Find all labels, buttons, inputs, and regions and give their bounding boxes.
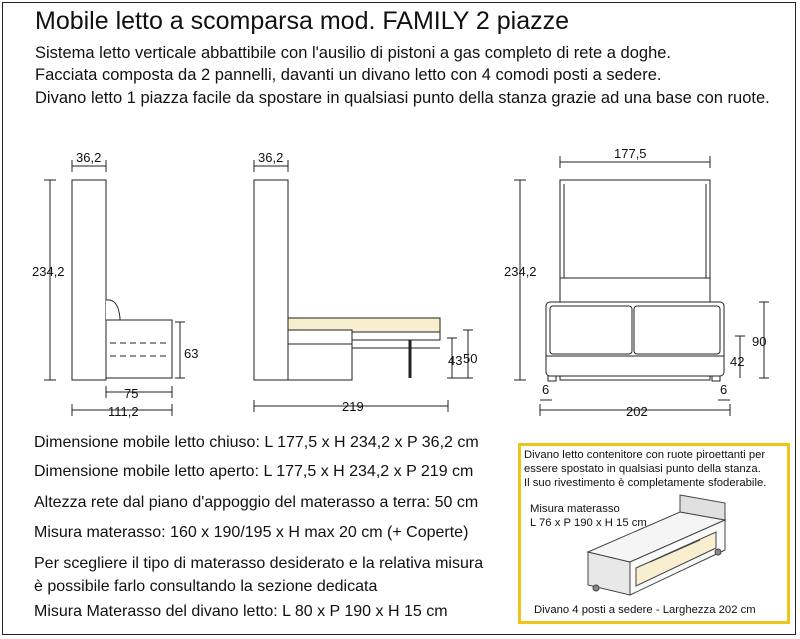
spec-closed-dimensions: Dimensione mobile letto chiuso: L 177,5 x H 234,2 x P 36,2 cm <box>34 434 479 451</box>
inset-mattress-label: Misura materasso <box>530 503 620 515</box>
spec-net-height: Altezza rete dal piano d'appoggio del materasso a terra: 50 cm <box>34 494 479 511</box>
intro-line-3: Divano letto 1 piazza facile da spostare in qualsiasi punto della stanza grazie ad una base con ruote. <box>35 89 770 107</box>
dim-front-total-width: 202 <box>626 404 648 419</box>
inset-caption: Divano 4 posti a sedere - Larghezza 202 cm <box>534 604 756 616</box>
dim-front-seat-height: 42 <box>730 354 745 369</box>
spec-sofa-mattress: Misura Materasso del divano letto: L 80 x P 190 x H 15 cm <box>34 603 448 620</box>
intro-line-1: Sistema letto verticale abbattibile con l'ausilio di pistoni a gas completo di rete a doghe. <box>35 44 672 62</box>
spec-open-dimensions: Dimensione mobile letto aperto: L 177,5 x H 234,2 x P 219 cm <box>34 463 474 480</box>
dim-side-closed-depth: 36,2 <box>76 150 102 165</box>
inset-description-1: Divano letto contenitore con ruote piroettanti per <box>524 449 766 461</box>
dim-front-height: 234,2 <box>504 264 537 279</box>
dim-side-open-mattress-height: 43 <box>448 353 463 368</box>
dim-front-left-gap: 6 <box>542 382 550 397</box>
inset-description-2: essere spostato in qualsiasi punto della stanza. <box>524 463 761 475</box>
dim-front-right-gap: 6 <box>720 382 728 397</box>
inset-mattress-size: L 76 x P 190 x H 15 cm <box>530 517 647 529</box>
dim-side-open-total-depth: 219 <box>342 399 364 414</box>
dim-side-closed-height: 234,2 <box>32 264 65 279</box>
dim-front-width: 177,5 <box>614 146 647 161</box>
dim-side-closed-sofa-depth: 75 <box>124 386 139 401</box>
intro-line-2: Facciata composta da 2 pannelli, davanti un divano letto con 4 comodi posti a sedere. <box>35 66 662 84</box>
dim-side-closed-total-depth: 111,2 <box>108 404 139 419</box>
dim-side-open-depth: 36,2 <box>258 150 284 165</box>
inset-description-3: Il suo rivestimento è completamente sfoderabile. <box>524 477 767 489</box>
dim-side-closed-sofa-height: 63 <box>184 346 199 361</box>
page-title: Mobile letto a scomparsa mod. FAMILY 2 piazze <box>35 7 570 35</box>
spec-mattress-size: Misura materasso: 160 x 190/195 x H max 20 cm (+ Coperte) <box>34 524 469 541</box>
dim-side-open-net-height: 50 <box>463 351 478 366</box>
spec-mattress-choice-2: è possibile farlo consultando la sezione dedicata <box>34 578 378 595</box>
dim-front-sofa-height: 90 <box>752 334 767 349</box>
spec-mattress-choice-1: Per scegliere il tipo di materasso desiderato e la relativa misura <box>34 555 484 572</box>
